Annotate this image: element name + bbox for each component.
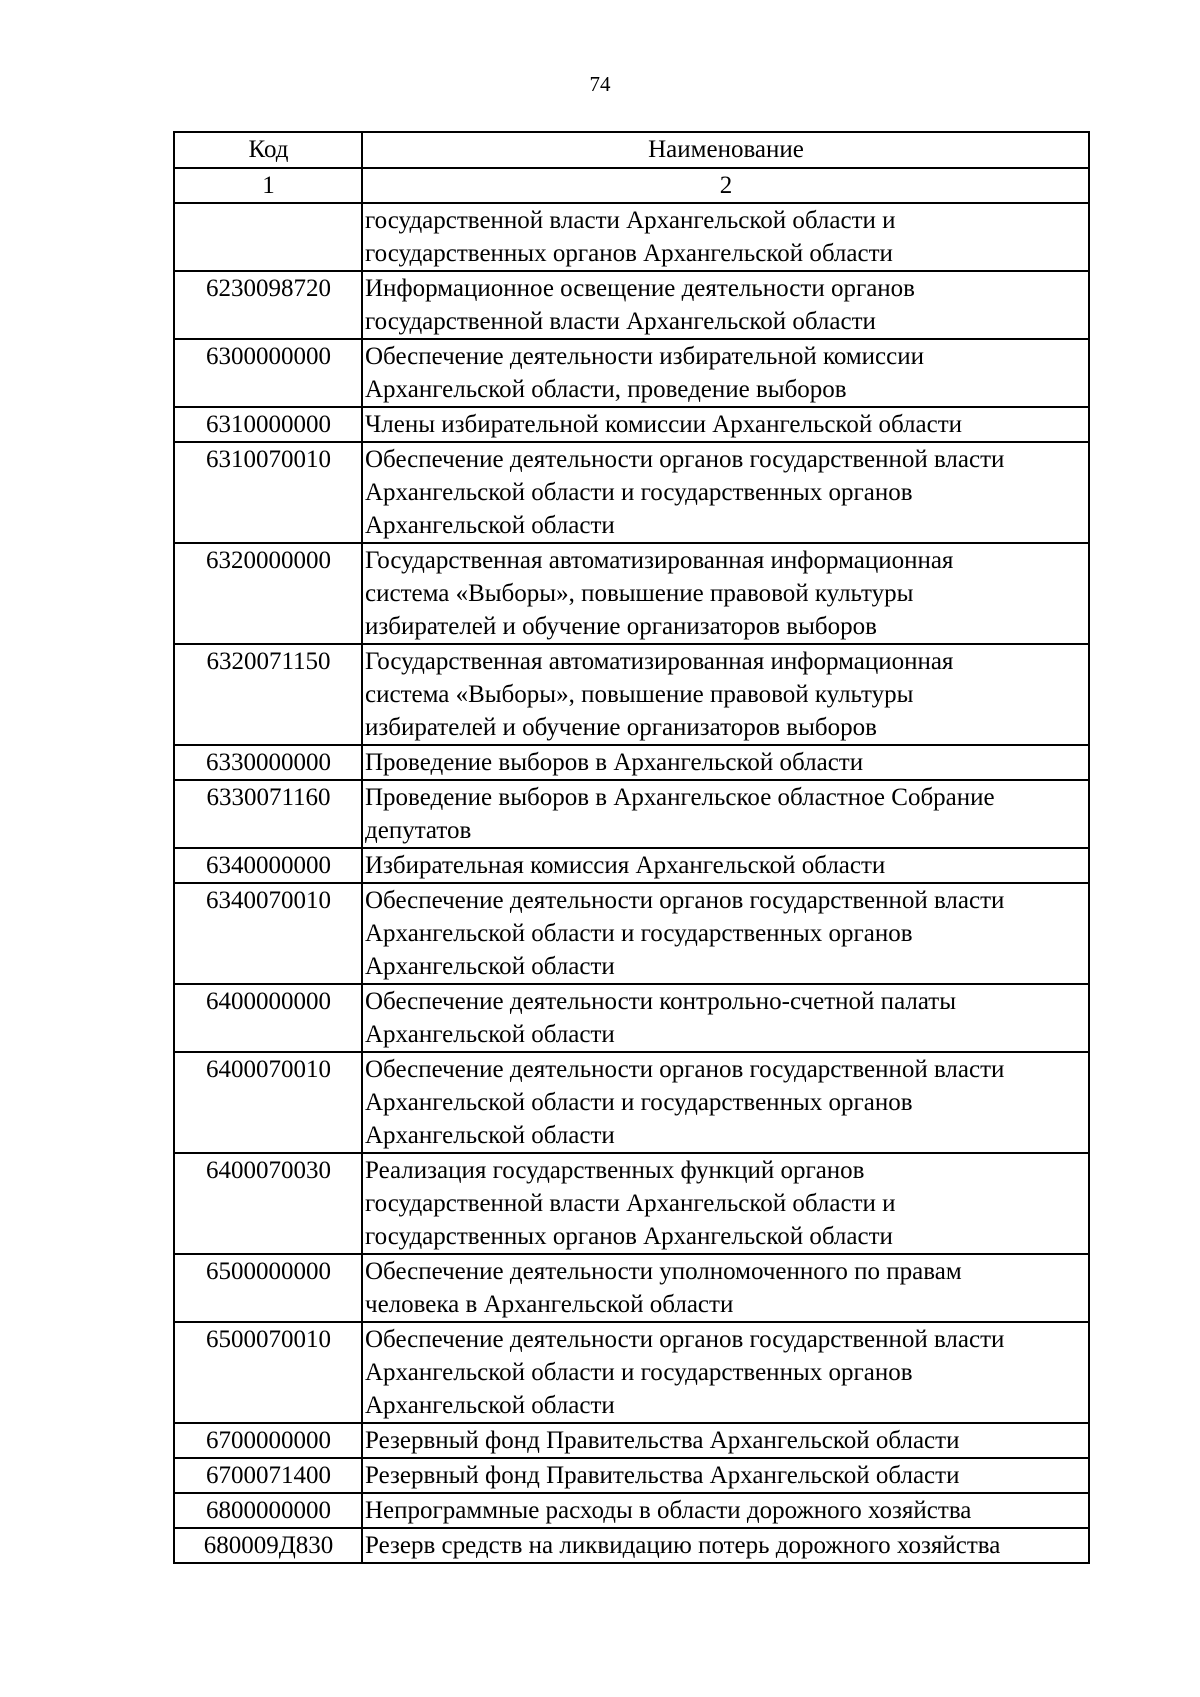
table-row — [174, 848, 1089, 883]
row-code: 6320071150 — [174, 644, 362, 745]
row-code: 680009Д830 — [174, 1528, 362, 1563]
table-header-row — [174, 132, 1089, 168]
table-row — [174, 1493, 1089, 1528]
row-name: Государственная автоматизированная информационная система «Выборы», повышение правовой культуры избирателей и обучение организаторов выборов — [362, 543, 1089, 644]
row-name: государственной власти Архангельской области и государственных органов Архангельской области — [362, 203, 1089, 271]
row-code: 6310000000 — [174, 407, 362, 442]
row-name: Обеспечение деятельности органов государственной власти Архангельской области и государственных органов Архангельской области — [362, 1322, 1089, 1423]
row-code — [174, 203, 362, 271]
row-name: Обеспечение деятельности избирательной комиссии Архангельской области, проведение выборов — [362, 339, 1089, 407]
row-code: 6230098720 — [174, 271, 362, 339]
row-code: 6340000000 — [174, 848, 362, 883]
header-name: Наименование — [362, 132, 1089, 168]
row-name: Информационное освещение деятельности органов государственной власти Архангельской области — [362, 271, 1089, 339]
table-row — [174, 543, 1089, 644]
table-row — [174, 644, 1089, 745]
row-code: 6320000000 — [174, 543, 362, 644]
column-number-1: 1 — [174, 168, 362, 203]
table-row — [174, 203, 1089, 271]
table-row — [174, 780, 1089, 848]
table-row — [174, 1052, 1089, 1153]
row-code: 6800000000 — [174, 1493, 362, 1528]
row-name: Обеспечение деятельности уполномоченного по правам человека в Архангельской области — [362, 1254, 1089, 1322]
row-name: Проведение выборов в Архангельской области — [362, 745, 1089, 780]
row-code: 6400070030 — [174, 1153, 362, 1254]
codes-table — [173, 131, 1090, 1564]
row-name: Непрограммные расходы в области дорожного хозяйства — [362, 1493, 1089, 1528]
row-code: 6400000000 — [174, 984, 362, 1052]
table-row — [174, 271, 1089, 339]
table-row — [174, 1254, 1089, 1322]
table-row — [174, 339, 1089, 407]
row-name: Члены избирательной комиссии Архангельской области — [362, 407, 1089, 442]
table-row — [174, 883, 1089, 984]
table-row — [174, 984, 1089, 1052]
table-row — [174, 442, 1089, 543]
row-code: 6500000000 — [174, 1254, 362, 1322]
row-name: Проведение выборов в Архангельское областное Собрание депутатов — [362, 780, 1089, 848]
row-name: Резервный фонд Правительства Архангельской области — [362, 1423, 1089, 1458]
row-code: 6300000000 — [174, 339, 362, 407]
table-row — [174, 745, 1089, 780]
table-row — [174, 407, 1089, 442]
row-code: 6700000000 — [174, 1423, 362, 1458]
row-name: Обеспечение деятельности органов государственной власти Архангельской области и государственных органов Архангельской области — [362, 883, 1089, 984]
table-row — [174, 1423, 1089, 1458]
row-code: 6340070010 — [174, 883, 362, 984]
row-code: 6500070010 — [174, 1322, 362, 1423]
header-code: Код — [174, 132, 362, 168]
row-name: Государственная автоматизированная информационная система «Выборы», повышение правовой культуры избирателей и обучение организаторов выборов — [362, 644, 1089, 745]
table-row — [174, 1153, 1089, 1254]
row-name: Обеспечение деятельности органов государственной власти Архангельской области и государственных органов Архангельской области — [362, 1052, 1089, 1153]
row-name: Резерв средств на ликвидацию потерь дорожного хозяйства — [362, 1528, 1089, 1563]
table-body — [174, 203, 1089, 1563]
page-number: 74 — [589, 72, 611, 96]
row-name: Обеспечение деятельности органов государственной власти Архангельской области и государственных органов Архангельской области — [362, 442, 1089, 543]
row-name: Резервный фонд Правительства Архангельской области — [362, 1458, 1089, 1493]
row-code: 6400070010 — [174, 1052, 362, 1153]
row-name: Обеспечение деятельности контрольно-счетной палаты Архангельской области — [362, 984, 1089, 1052]
table-row — [174, 1458, 1089, 1493]
row-name: Реализация государственных функций органов государственной власти Архангельской области и государственных органов Архангельской области — [362, 1153, 1089, 1254]
row-code: 6700071400 — [174, 1458, 362, 1493]
column-number-row — [174, 168, 1089, 203]
row-code: 6330000000 — [174, 745, 362, 780]
row-name: Избирательная комиссия Архангельской области — [362, 848, 1089, 883]
row-code: 6330071160 — [174, 780, 362, 848]
table-row — [174, 1528, 1089, 1563]
row-code: 6310070010 — [174, 442, 362, 543]
column-number-2: 2 — [362, 168, 1089, 203]
table-row — [174, 1322, 1089, 1423]
